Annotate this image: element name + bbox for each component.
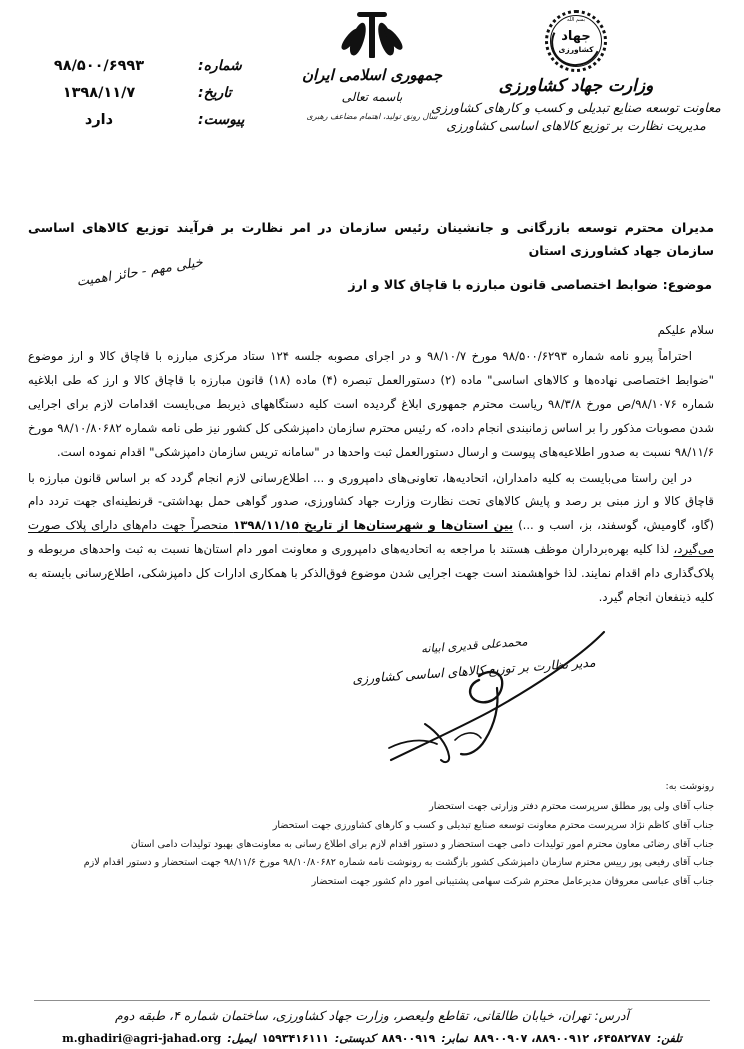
year-slogan: سال رونق تولید، اهتمام مضاعف رهبری bbox=[306, 112, 438, 121]
page-footer bbox=[0, 1000, 744, 1045]
meta-row-date bbox=[14, 85, 264, 101]
signatory-name: محمدعلی قدیری ابیانه bbox=[420, 634, 528, 657]
ministry-name: وزارت جهاد کشاورزی bbox=[498, 76, 654, 96]
cc-title: رونوشت به: bbox=[665, 781, 714, 793]
addressee-line: مدیران محترم توسعه بازرگانی و جانشینان رئیس سازمان در امر نظارت بر فرآیند توزیع کالاهای اساسی سازمان جهاد کشاورزی استان bbox=[28, 220, 714, 259]
cc-item: جناب آقای ولی پور مطلق سرپرست محترم دفتر وزارتی جهت استحضار bbox=[429, 801, 714, 813]
paragraph-2-text-a: در این راستا می‌بایست به کلیه دامداران، اتحادیه‌ها، تعاونی‌های دامپروری و ... اطلاع‌رسانی لازم انجام گردد که بر اساس قانون مبارزه با قاچاق کالا و ارز مبنی بر رصد و پایش کالاهای تحت نظارت وزارت جهاد کشاورزی، صدور گواهی حمل بهداشتی- قرنطینه‌ای جهت تردد دام (گاو، گاومیش، گوسفند، بز، اسب و ...) bbox=[28, 470, 715, 533]
postal-code-value: ۱۵۹۳۴۱۶۱۱۱ bbox=[261, 1032, 329, 1045]
email-label: ایمیل: bbox=[227, 1032, 256, 1045]
cc-item: جناب آقای عباسی معروفان مدیرعامل محترم شرکت سهامی پشتیبانی امور دام کشور جهت استحضار bbox=[311, 875, 714, 887]
footer-address: آدرس: تهران، خیابان طالقانی، تقاطع ولیعصر، وزارت جهاد کشاورزی، ساختمان شماره ۴، طبقه دوم bbox=[114, 1008, 630, 1023]
jahad-keshavarzi-logo bbox=[545, 10, 607, 72]
body-paragraph-1 bbox=[28, 345, 714, 465]
email-value[interactable]: m.ghadiri@agri-jahad.org bbox=[62, 1032, 222, 1045]
phone-label: تلفن: bbox=[656, 1032, 682, 1045]
signature-block bbox=[0, 628, 744, 778]
signature-text bbox=[334, 634, 614, 687]
cc-section bbox=[28, 778, 714, 891]
handwritten-priority-note: خیلی مهم - حائز اهمیت bbox=[75, 254, 204, 290]
meta-row-attachment bbox=[14, 112, 264, 128]
deputy-name: معاونت توسعه صنایع تبدیلی و کسب و کارهای کشاورزی bbox=[431, 100, 721, 115]
greeting: سلام علیکم bbox=[657, 322, 714, 337]
date-label: تاریخ: bbox=[198, 85, 232, 101]
attachment-value: دارد bbox=[84, 112, 114, 128]
footer-contact-row bbox=[34, 1032, 710, 1045]
logo-text-top: بسم الله bbox=[566, 17, 586, 23]
phone-value: ۶۴۵۸۲۷۸۷، ۸۸۹۰۰۹۱۲، ۸۸۹۰۰۹۰۷ bbox=[473, 1032, 651, 1045]
footer-divider bbox=[34, 1000, 710, 1001]
cc-item: جناب آقای کاظم نژاد سرپرست محترم معاونت توسعه صنایع تبدیلی و کسب و کارهای کشاورزی جهت استحضار bbox=[272, 819, 714, 831]
signatory-title: مدیر نظارت بر توزیع کالاهای اساسی کشاورزی bbox=[351, 654, 597, 687]
paragraph-1-text: احتراماً پیرو نامه شماره ۹۸/۵۰۰/۶۲۹۳ مورخ ۹۸/۱۰/۷ و در اجرای مصوبه جلسه ۱۲۴ ستاد مرکزی مبارزه با قاچاق کالا و ارز موضوع "ضوابط اختصاصی نهاده‌ها و کالاهای اساسی" ماده (۲) دستورالعمل تبصره (۴) ماده (۱۸) قانون مبارزه با قاچاق کالا و ارز که طی ابلاغیه شماره ۹۸/۱۰۷۶/ص مورخ ۹۸/۳/۸ ریاست محترم جمهوری ابلاغ گردیده است کلیه دستگاههای ذیربط می‌بایست اقدامات لازم برای اجرایی شدن مصوبات مذکور را بر اساس زمانبندی انجام داده، که رئیس محترم سازمان دامپزشکی کل کشور نیز طی نامه شماره ۹۸/۱۰/۸۰۶۸۲ مورخ ۹۸/۱۱/۶ نسبت به صدور اطلاعیه‌های پیوست و ارسال دستورالعمل ثبت واحدها در "سامانه تریس سازمان دامپزشکی" اقدام نموده است. bbox=[28, 348, 715, 459]
iran-national-emblem-icon bbox=[346, 12, 398, 60]
postal-code-label: کدپستی: bbox=[334, 1032, 376, 1045]
department-name: مدیریت نظارت بر توزیع کالاهای اساسی کشاورزی bbox=[446, 118, 706, 133]
letterhead bbox=[0, 0, 744, 190]
letter-body bbox=[28, 319, 714, 611]
logo-text-sub: کشاورزی bbox=[558, 45, 594, 54]
subject-text: ضوابط اختصاصی قانون مبارزه با قاچاق کالا و ارز bbox=[348, 276, 659, 292]
letter-meta bbox=[14, 58, 264, 139]
logo-text-main: جهاد bbox=[561, 29, 591, 44]
cc-item: جناب آقای رضائی معاون محترم امور تولیدات دامی جهت استحضار و دستور اقدام لازم برای اطلاع رسانی به معاونت‌های بهبود تولیدات دامی استان bbox=[130, 838, 714, 850]
paragraph-2-emphasis-date: بین استان‌ها و شهرستان‌ها از تاریخ ۱۳۹۸/۱۱/۱۵ bbox=[233, 518, 514, 533]
number-label: شماره: bbox=[198, 58, 242, 74]
cc-item: جناب آقای رفیعی پور رییس محترم سازمان دامپزشکی کشور بازگشت به رونوشت نامه شماره ۹۸/۱۰/۸۰۶۸۲ مورخ ۹۸/۱۱/۶ جهت استحضار و دستور اقدام لازم bbox=[83, 857, 714, 869]
fax-value: ۸۸۹۰۰۹۱۹ bbox=[381, 1032, 436, 1045]
addressee-section bbox=[28, 216, 714, 303]
date-value: ۱۳۹۸/۱۱/۷ bbox=[62, 85, 136, 101]
subject-label: موضوع: bbox=[662, 276, 712, 292]
country-name: جمهوری اسلامی ایران bbox=[301, 66, 443, 84]
meta-row-number bbox=[14, 58, 264, 74]
attachment-label: پیوست: bbox=[198, 112, 245, 128]
paragraph-2-underline: منحصراً جهت دام‌های دارای پلاک صورت می‌گیرد، bbox=[28, 518, 714, 557]
number-value: ۹۸/۵۰۰/۶۹۹۳ bbox=[53, 58, 145, 74]
subject-row bbox=[28, 254, 714, 303]
body-paragraph-2 bbox=[28, 467, 714, 611]
paragraph-2-text-b: لذا کلیه بهره‌برداران موظف هستند با مراجعه به اتحادیه‌های دامپروری و معاونت امور دام استان‌ها نسبت به ثبت واحدهای مربوطه و پلاک‌گذاری دام اقدام نمایند. لذا خواهشمند است جهت اجرایی شدن موضوع فوق‌الذکر با همکاری ادارات کل دامپزشکی، اطلاع‌رسانی بایسته به کلیه ذینفعان انجام گیرد. bbox=[28, 542, 714, 605]
national-header bbox=[267, 12, 477, 121]
basmalah: باسمه تعالی bbox=[341, 90, 403, 104]
fax-label: نمابر: bbox=[441, 1032, 468, 1045]
